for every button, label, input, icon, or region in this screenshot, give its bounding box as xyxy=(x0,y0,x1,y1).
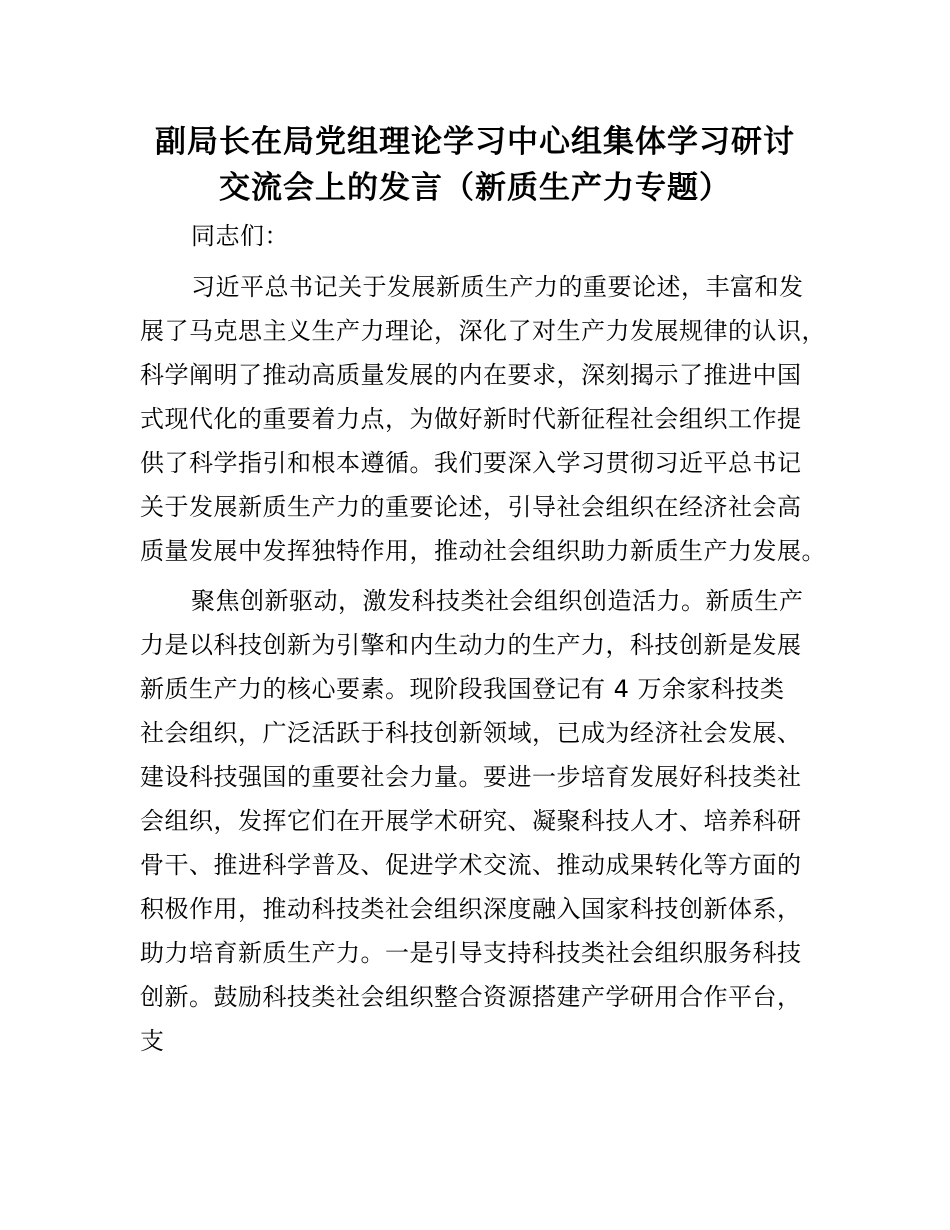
document-title-line-1: 副局长在局党组理论学习中心组集体学习研讨 xyxy=(155,124,795,160)
paragraph-2-line: 社会组织，广泛活跃于科技创新领域，已成为经济社会发展、 xyxy=(140,719,802,747)
paragraph-1-line: 供了科学指引和根本遵循。我们要深入学习贯彻习近平总书记 xyxy=(140,449,802,477)
paragraph-2-line: 建设科技强国的重要社会力量。要进一步培育发展好科技类社 xyxy=(140,763,802,791)
paragraph-2-line: 聚焦创新驱动，激发科技类社会组织创造活力。新质生产 xyxy=(191,587,804,615)
paragraph-1-line: 展了马克思主义生产力理论，深化了对生产力发展规律的认识， xyxy=(140,317,826,345)
paragraph-2-line: 创新。鼓励科技类社会组织整合资源搭建产学研用合作平台， xyxy=(140,983,802,1011)
paragraph-2-line: 支 xyxy=(140,1027,165,1055)
paragraph-1-line: 式现代化的重要着力点，为做好新时代新征程社会组织工作提 xyxy=(140,405,802,433)
paragraph-2-line: 助力培育新质生产力。一是引导支持科技类社会组织服务科技 xyxy=(140,939,802,967)
salutation: 同志们： xyxy=(191,222,289,250)
paragraph-1-line: 质量发展中发挥独特作用，推动社会组织助力新质生产力发展。 xyxy=(140,537,826,565)
paragraph-1-line: 习近平总书记关于发展新质生产力的重要论述，丰富和发 xyxy=(191,273,804,301)
document-title-line-2: 交流会上的发言（新质生产力专题） xyxy=(219,170,731,206)
paragraph-2-line: 新质生产力的核心要素。现阶段我国登记有 4 万余家科技类 xyxy=(140,675,785,703)
paragraph-1-line: 关于发展新质生产力的重要论述，引导社会组织在经济社会高 xyxy=(140,493,802,521)
paragraph-2-line: 会组织，发挥它们在开展学术研究、凝聚科技人才、培养科研 xyxy=(140,807,802,835)
paragraph-2-line: 积极作用，推动科技类社会组织深度融入国家科技创新体系， xyxy=(140,895,802,923)
paragraph-2-line: 骨干、推进科学普及、促进学术交流、推动成果转化等方面的 xyxy=(140,851,802,879)
paragraph-2-line: 力是以科技创新为引擎和内生动力的生产力，科技创新是发展 xyxy=(140,631,802,659)
paragraph-1-line: 科学阐明了推动高质量发展的内在要求，深刻揭示了推进中国 xyxy=(140,361,802,389)
